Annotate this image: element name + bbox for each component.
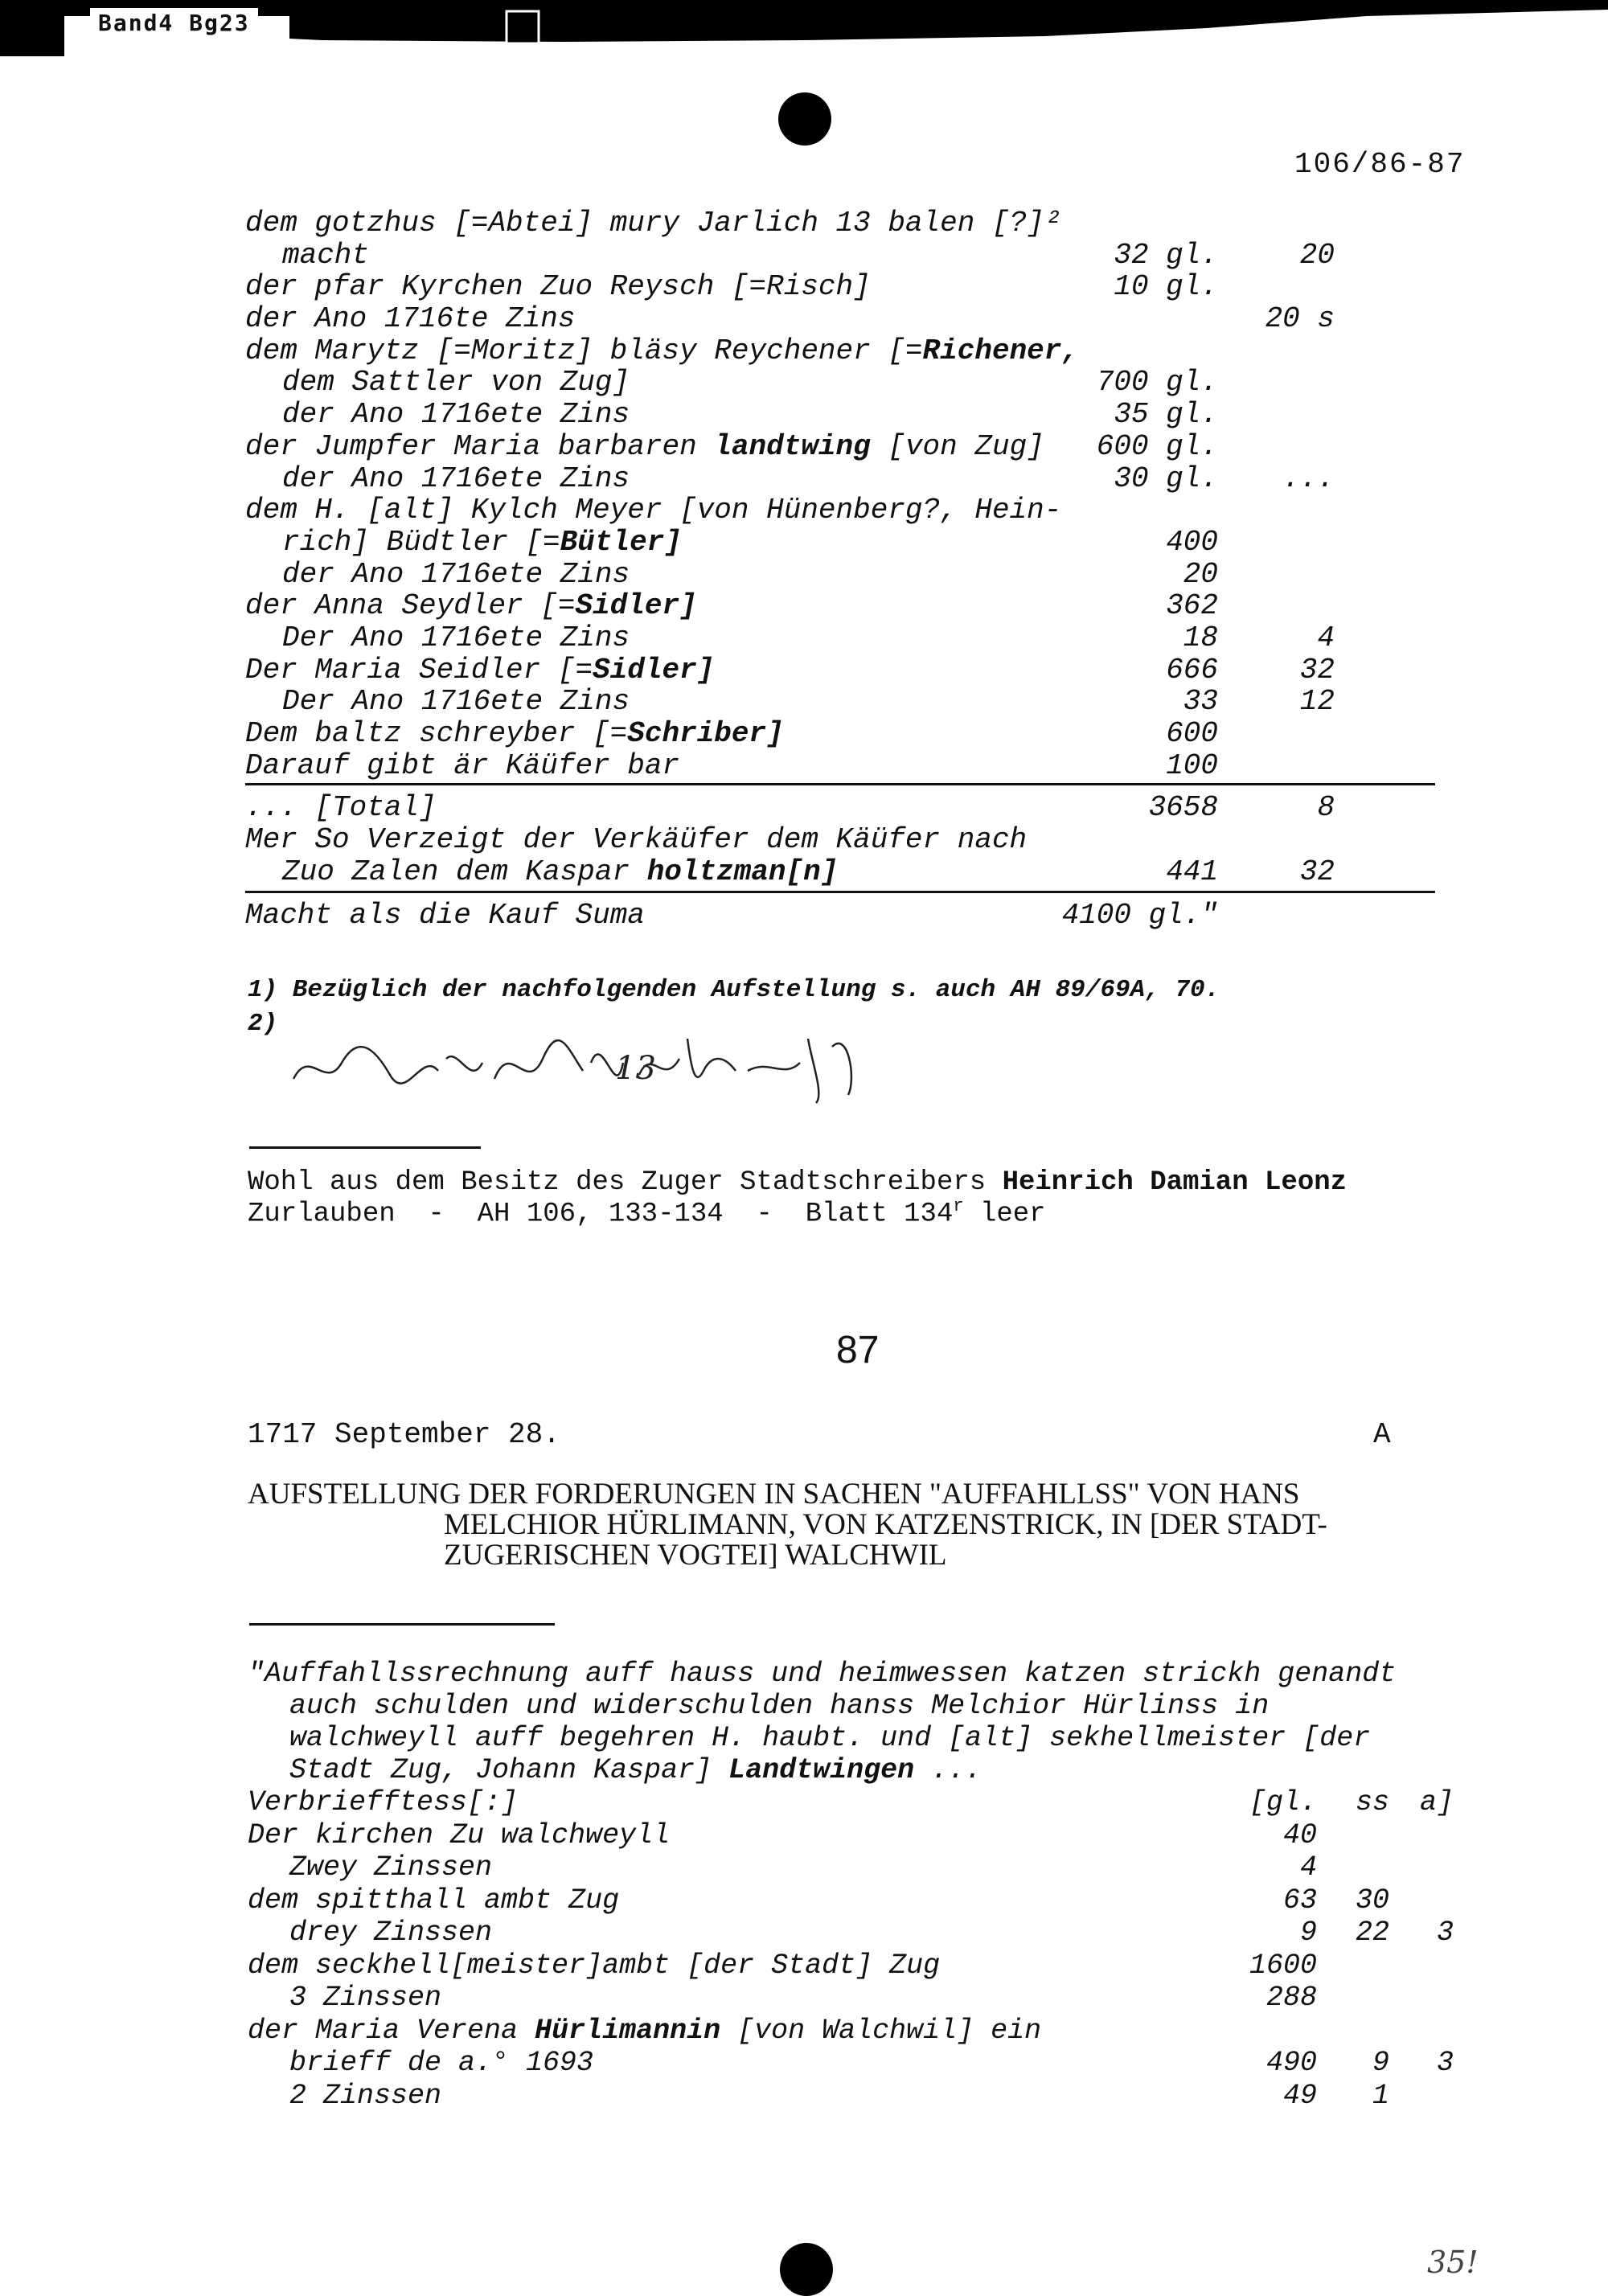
row-label: Darauf gibt är Käüfer bar <box>245 748 680 782</box>
intro-line-3: walchweyll auff begehren H. haubt. und [alt] sekhellmeister [der <box>289 1722 1371 1754</box>
ledger-row <box>245 527 1435 559</box>
punch-hole-top <box>778 92 831 146</box>
column-header-row <box>248 1786 1470 1819</box>
amount-shilling: 32 <box>1299 653 1335 687</box>
ledger-row <box>245 622 1435 654</box>
row-label: der Ano 1716te Zins <box>245 302 576 336</box>
ledger-row <box>245 271 1435 303</box>
ledger-row <box>245 590 1435 622</box>
claims-row <box>248 2015 1470 2048</box>
amount-shilling: 12 <box>1299 685 1335 719</box>
title-line-3: ZUGERISCHEN VOGTEI] WALCHWIL <box>444 1539 947 1572</box>
sum-row <box>245 900 1435 932</box>
claims-row <box>248 2080 1470 2113</box>
total-row <box>245 792 1435 824</box>
provenance-line-1: Wohl aus dem Besitz des Zuger Stadtschreibers Heinrich Damian Leonz <box>248 1167 1348 1198</box>
row-label: der Anna Seydler [=Sidler] <box>245 589 697 623</box>
amount-gulden: 18 <box>1183 621 1218 654</box>
svg-text:13: 13 <box>615 1050 656 1087</box>
amount-a: 288 <box>1265 1982 1317 2014</box>
ledger-row <box>245 207 1435 240</box>
row-label: der Maria Verena Hürlimannin [von Walchwil] ein <box>248 2014 1042 2047</box>
row-label: dem gotzhus [=Abtei] mury Jarlich 13 balen [?]² <box>245 207 1062 240</box>
row-label: drey Zinssen <box>289 1917 493 1949</box>
row-label: 3 Zinssen <box>289 1982 442 2014</box>
amount-gulden: 600 <box>1166 717 1218 750</box>
recto-superscript: r <box>953 1196 964 1216</box>
footnote-1: 1) Bezüglich der nachfolgenden Aufstellung s. auch AH 89/69A, 70. <box>248 976 1220 1004</box>
amount-a: 49 <box>1282 2079 1317 2112</box>
row-label: Der kirchen Zu walchweyll <box>248 1818 671 1851</box>
amount-b: ss <box>1355 1786 1389 1818</box>
amount-gulden: 32 gl. <box>1114 238 1218 272</box>
footnote-2-marker: 2) <box>248 1010 278 1038</box>
row-label: Mer So Verzeigt der Verkäüfer dem Käüfer nach <box>245 823 1028 857</box>
amount-gulden: 441 <box>1166 855 1218 888</box>
row-label: ... [Total] <box>245 791 437 825</box>
ledger-row <box>245 654 1435 687</box>
document-date: 1717 September 28. <box>248 1418 560 1451</box>
ledger-row <box>245 431 1435 463</box>
claims-row <box>248 1819 1470 1852</box>
provenance-text: Zurlauben - AH 106, 133-134 - Blatt 134 <box>248 1199 954 1230</box>
claims-row <box>248 1950 1470 1982</box>
row-label: Zuo Zalen dem Kaspar holtzman[n] <box>282 855 839 888</box>
intro-line-2: auch schulden und widerschulden hanss Melchior Hürlinss in <box>289 1690 1270 1722</box>
handwritten-script-excerpt <box>285 1015 880 1111</box>
provenance-tail: leer <box>963 1199 1046 1230</box>
amount-b: 9 <box>1372 2047 1389 2079</box>
document-title <box>248 1479 1327 1571</box>
amount-gulden: 666 <box>1166 653 1218 687</box>
amount-gulden: 20 <box>1183 557 1218 591</box>
amount-shilling: 32 <box>1299 855 1335 888</box>
ledger-table <box>245 207 1435 932</box>
ledger-row <box>245 335 1435 367</box>
separator-rule <box>249 1146 481 1149</box>
claims-table <box>248 1786 1470 2112</box>
amount-gulden: 30 gl. <box>1114 461 1218 495</box>
ledger-row <box>245 750 1435 782</box>
amount-a: 4 <box>1299 1851 1317 1884</box>
amount-b: 22 <box>1355 1917 1389 1949</box>
row-label: macht <box>282 238 370 272</box>
row-label: dem Sattler von Zug] <box>282 366 630 400</box>
row-label: der Ano 1716ete Zins <box>282 557 630 591</box>
sum-rule <box>245 891 1435 893</box>
amount-shilling: ... <box>1282 461 1335 495</box>
amount-gulden: 4100 gl." <box>1061 899 1218 933</box>
amount-shilling: 20 <box>1299 238 1335 272</box>
amount-shilling: 8 <box>1317 791 1335 825</box>
ledger-row <box>245 856 1435 888</box>
total-rule <box>245 783 1435 785</box>
row-label: brieff de a.° 1693 <box>289 2047 594 2079</box>
ledger-row <box>245 718 1435 750</box>
amount-gulden: 35 gl. <box>1114 398 1218 432</box>
title-line-2: MELCHIOR HÜRLIMANN, VON KATZENSTRICK, IN [DER STADT- <box>444 1508 1327 1541</box>
amount-a: [gl. <box>1249 1786 1317 1818</box>
amount-gulden: 400 <box>1166 525 1218 559</box>
document-intro <box>248 1658 1396 1786</box>
provenance-line-2 <box>248 1196 1046 1229</box>
document-number: 87 <box>836 1329 880 1371</box>
row-label: der Ano 1716ete Zins <box>282 461 630 495</box>
row-label: Macht als die Kauf Suma <box>245 899 645 933</box>
intro-line-1: "Auffahllssrechnung auff hauss und heimwessen katzen strickh genandt <box>248 1658 1397 1690</box>
amount-gulden: 362 <box>1166 589 1218 623</box>
amount-gulden: 3658 <box>1148 791 1218 825</box>
amount-gulden: 700 gl. <box>1096 366 1218 400</box>
amount-b: 1 <box>1372 2079 1389 2112</box>
amount-gulden: 10 gl. <box>1114 270 1218 304</box>
amount-c: a] <box>1419 1786 1454 1818</box>
claims-row <box>248 1884 1470 1917</box>
amount-gulden: 100 <box>1166 748 1218 782</box>
row-label: der Ano 1716ete Zins <box>282 398 630 432</box>
row-label: dem H. [alt] Kylch Meyer [von Hünenberg?, Hein- <box>245 494 1062 527</box>
claims-row <box>248 2047 1470 2080</box>
amount-gulden: 33 <box>1183 685 1218 719</box>
reference-number: 106/86-87 <box>1294 148 1466 181</box>
claims-row <box>248 1851 1470 1884</box>
ledger-row <box>245 399 1435 431</box>
amount-a: 1600 <box>1249 1949 1317 1982</box>
amount-a: 9 <box>1299 1917 1317 1949</box>
punch-hole-bottom <box>780 2243 833 2296</box>
amount-c: 3 <box>1436 1917 1454 1949</box>
row-label: Verbriefftess[:] <box>248 1786 519 1818</box>
ledger-row <box>245 686 1435 718</box>
row-label: dem spitthall ambt Zug <box>248 1884 620 1917</box>
row-label: rich] Büdtler [=Bütler] <box>282 525 682 559</box>
separator-rule-2 <box>249 1623 555 1626</box>
ledger-row <box>245 240 1435 272</box>
ledger-row <box>245 559 1435 591</box>
row-label: der Jumpfer Maria barbaren landtwing [von Zug] <box>245 429 1044 463</box>
ledger-row <box>245 463 1435 495</box>
claims-row <box>248 1917 1470 1950</box>
amount-shilling: 20 s <box>1265 302 1335 336</box>
ledger-row <box>245 824 1435 856</box>
row-label: dem seckhell[meister]ambt [der Stadt] Zug <box>248 1949 941 1982</box>
row-label: Dem baltz schreyber [=Schriber] <box>245 717 784 750</box>
page-mark-handwritten: 35! <box>1427 2245 1479 2280</box>
amount-gulden: 600 gl. <box>1096 429 1218 463</box>
title-line-1: AUFSTELLUNG DER FORDERUNGEN IN SACHEN "AUFFAHLLSS" VON HANS <box>248 1478 1300 1511</box>
row-label: Der Ano 1716ete Zins <box>282 621 630 654</box>
amount-a: 490 <box>1265 2047 1317 2079</box>
ledger-row <box>245 303 1435 335</box>
document-class-letter: A <box>1373 1418 1391 1451</box>
amount-c: 3 <box>1436 2047 1454 2079</box>
amount-shilling: 4 <box>1317 621 1335 654</box>
row-label: der pfar Kyrchen Zuo Reysch [=Risch] <box>245 270 871 304</box>
row-label: Der Ano 1716ete Zins <box>282 685 630 719</box>
row-label: 2 Zinssen <box>289 2079 442 2112</box>
ledger-row <box>245 367 1435 399</box>
intro-line-4: Stadt Zug, Johann Kaspar] Landtwingen ... <box>289 1754 982 1786</box>
ledger-row <box>245 494 1435 527</box>
row-label: Der Maria Seidler [=Sidler] <box>245 653 715 687</box>
row-label: dem Marytz [=Moritz] bläsy Reychener [=Richener, <box>245 334 1079 367</box>
band-label: Band4 Bg23 <box>90 8 258 38</box>
amount-a: 63 <box>1282 1884 1317 1917</box>
amount-a: 40 <box>1282 1818 1317 1851</box>
claims-row <box>248 1982 1470 2015</box>
row-label: Zwey Zinssen <box>289 1851 493 1884</box>
amount-b: 30 <box>1355 1884 1389 1917</box>
